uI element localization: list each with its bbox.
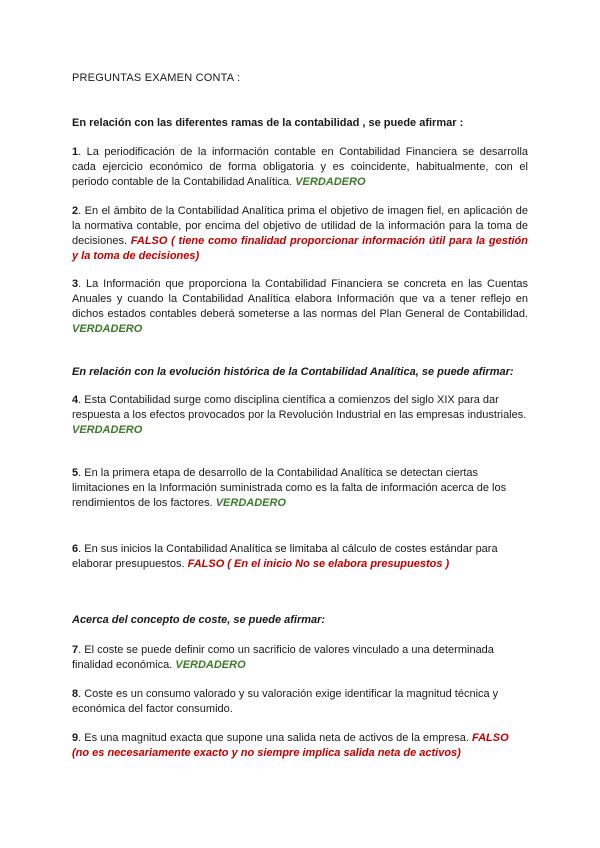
question-6 [72, 542, 528, 572]
document-title: PREGUNTAS EXAMEN CONTA : [72, 72, 241, 84]
question-text: . En el ámbito de la Contabilidad Analítica prima el objetivo de imagen fiel, en aplicación de la normativa contable, por encima del objetivo de utilidad de la información para la toma de decisiones. [72, 205, 528, 247]
question-number: 5 [72, 467, 79, 479]
question-5 [72, 466, 528, 511]
answer-falso: FALSO [471, 732, 509, 744]
answer-verdadero: VERDADERO [72, 424, 143, 436]
question-text: . En la primera etapa de desarrollo de la Contabilidad Analítica se detectan ciertas limitaciones en la Información suministrada como es la falta de información acerca de los rendimientos de los factores. [72, 467, 507, 509]
question-3 [72, 277, 528, 337]
question-number: 8 [72, 688, 79, 700]
question-number: 6 [72, 543, 79, 555]
question-number: 1 [72, 146, 79, 158]
section-heading-coste: Acerca del concepto de coste, se puede afirmar: [72, 614, 326, 626]
question-text: . En sus inicios la Contabilidad Analítica se limitaba al cálculo de costes estándar para elaborar presupuestos. [72, 543, 498, 570]
question-number: 2 [72, 205, 79, 217]
section-heading-ramas: En relación con las diferentes ramas de la contabilidad , se puede afirmar : [72, 117, 464, 129]
question-7 [72, 643, 528, 673]
question-number: 7 [72, 644, 79, 656]
question-1 [72, 145, 528, 190]
question-text: . El coste se puede definir como un sacrificio de valores vinculado a una determinada finalidad económica. [72, 644, 494, 671]
answer-verdadero: VERDADERO [215, 497, 286, 509]
question-9 [72, 731, 528, 761]
answer-note: (no es necesariamente exacto y no siempre implica salida neta de activos) [72, 747, 461, 759]
question-number: 3 [72, 278, 79, 290]
question-text: . Es una magnitud exacta que supone una salida neta de activos de la empresa. [78, 732, 469, 744]
answer-verdadero: VERDADERO [72, 323, 143, 335]
answer-falso: FALSO ( En el inicio No se elabora presupuestos ) [187, 558, 450, 570]
answer-verdadero: VERDADERO [175, 659, 246, 671]
question-4 [72, 393, 528, 438]
question-number: 9 [72, 732, 79, 744]
answer-verdadero: VERDADERO [295, 176, 366, 188]
question-text: . La Información que proporciona la Contabilidad Financiera se concreta en las Cuentas Anuales y cuando la Contabilidad Analítica elabora Información que va a tener reflejo en dichos estados contables deberá someterse a las normas del Plan General de Contabilidad. [72, 278, 528, 320]
answer-falso: FALSO ( tiene como finalidad proporcionar información útil para la gestión y la toma de decisiones) [72, 235, 529, 262]
question-text: . Coste es un consumo valorado y su valoración exige identificar la magnitud técnica y económica del factor consumido. [72, 688, 499, 715]
question-2 [72, 204, 528, 264]
question-text: . La periodificación de la información contable en Contabilidad Financiera se desarrolla cada ejercicio económico de forma obligatoria y es coincidente, habitualmente, con el periodo contable de la Contabilidad Analítica. [72, 146, 528, 188]
section-heading-evolucion: En relación con la evolución histórica de la Contabilidad Analítica, se puede afirmar: [72, 366, 514, 378]
question-text: . Esta Contabilidad surge como disciplina científica a comienzos del siglo XIX para dar respuesta a los efectos provocados por la Revolución Industrial en las empresas industriales. [72, 394, 527, 421]
question-8 [72, 687, 528, 717]
question-number: 4 [72, 394, 79, 406]
